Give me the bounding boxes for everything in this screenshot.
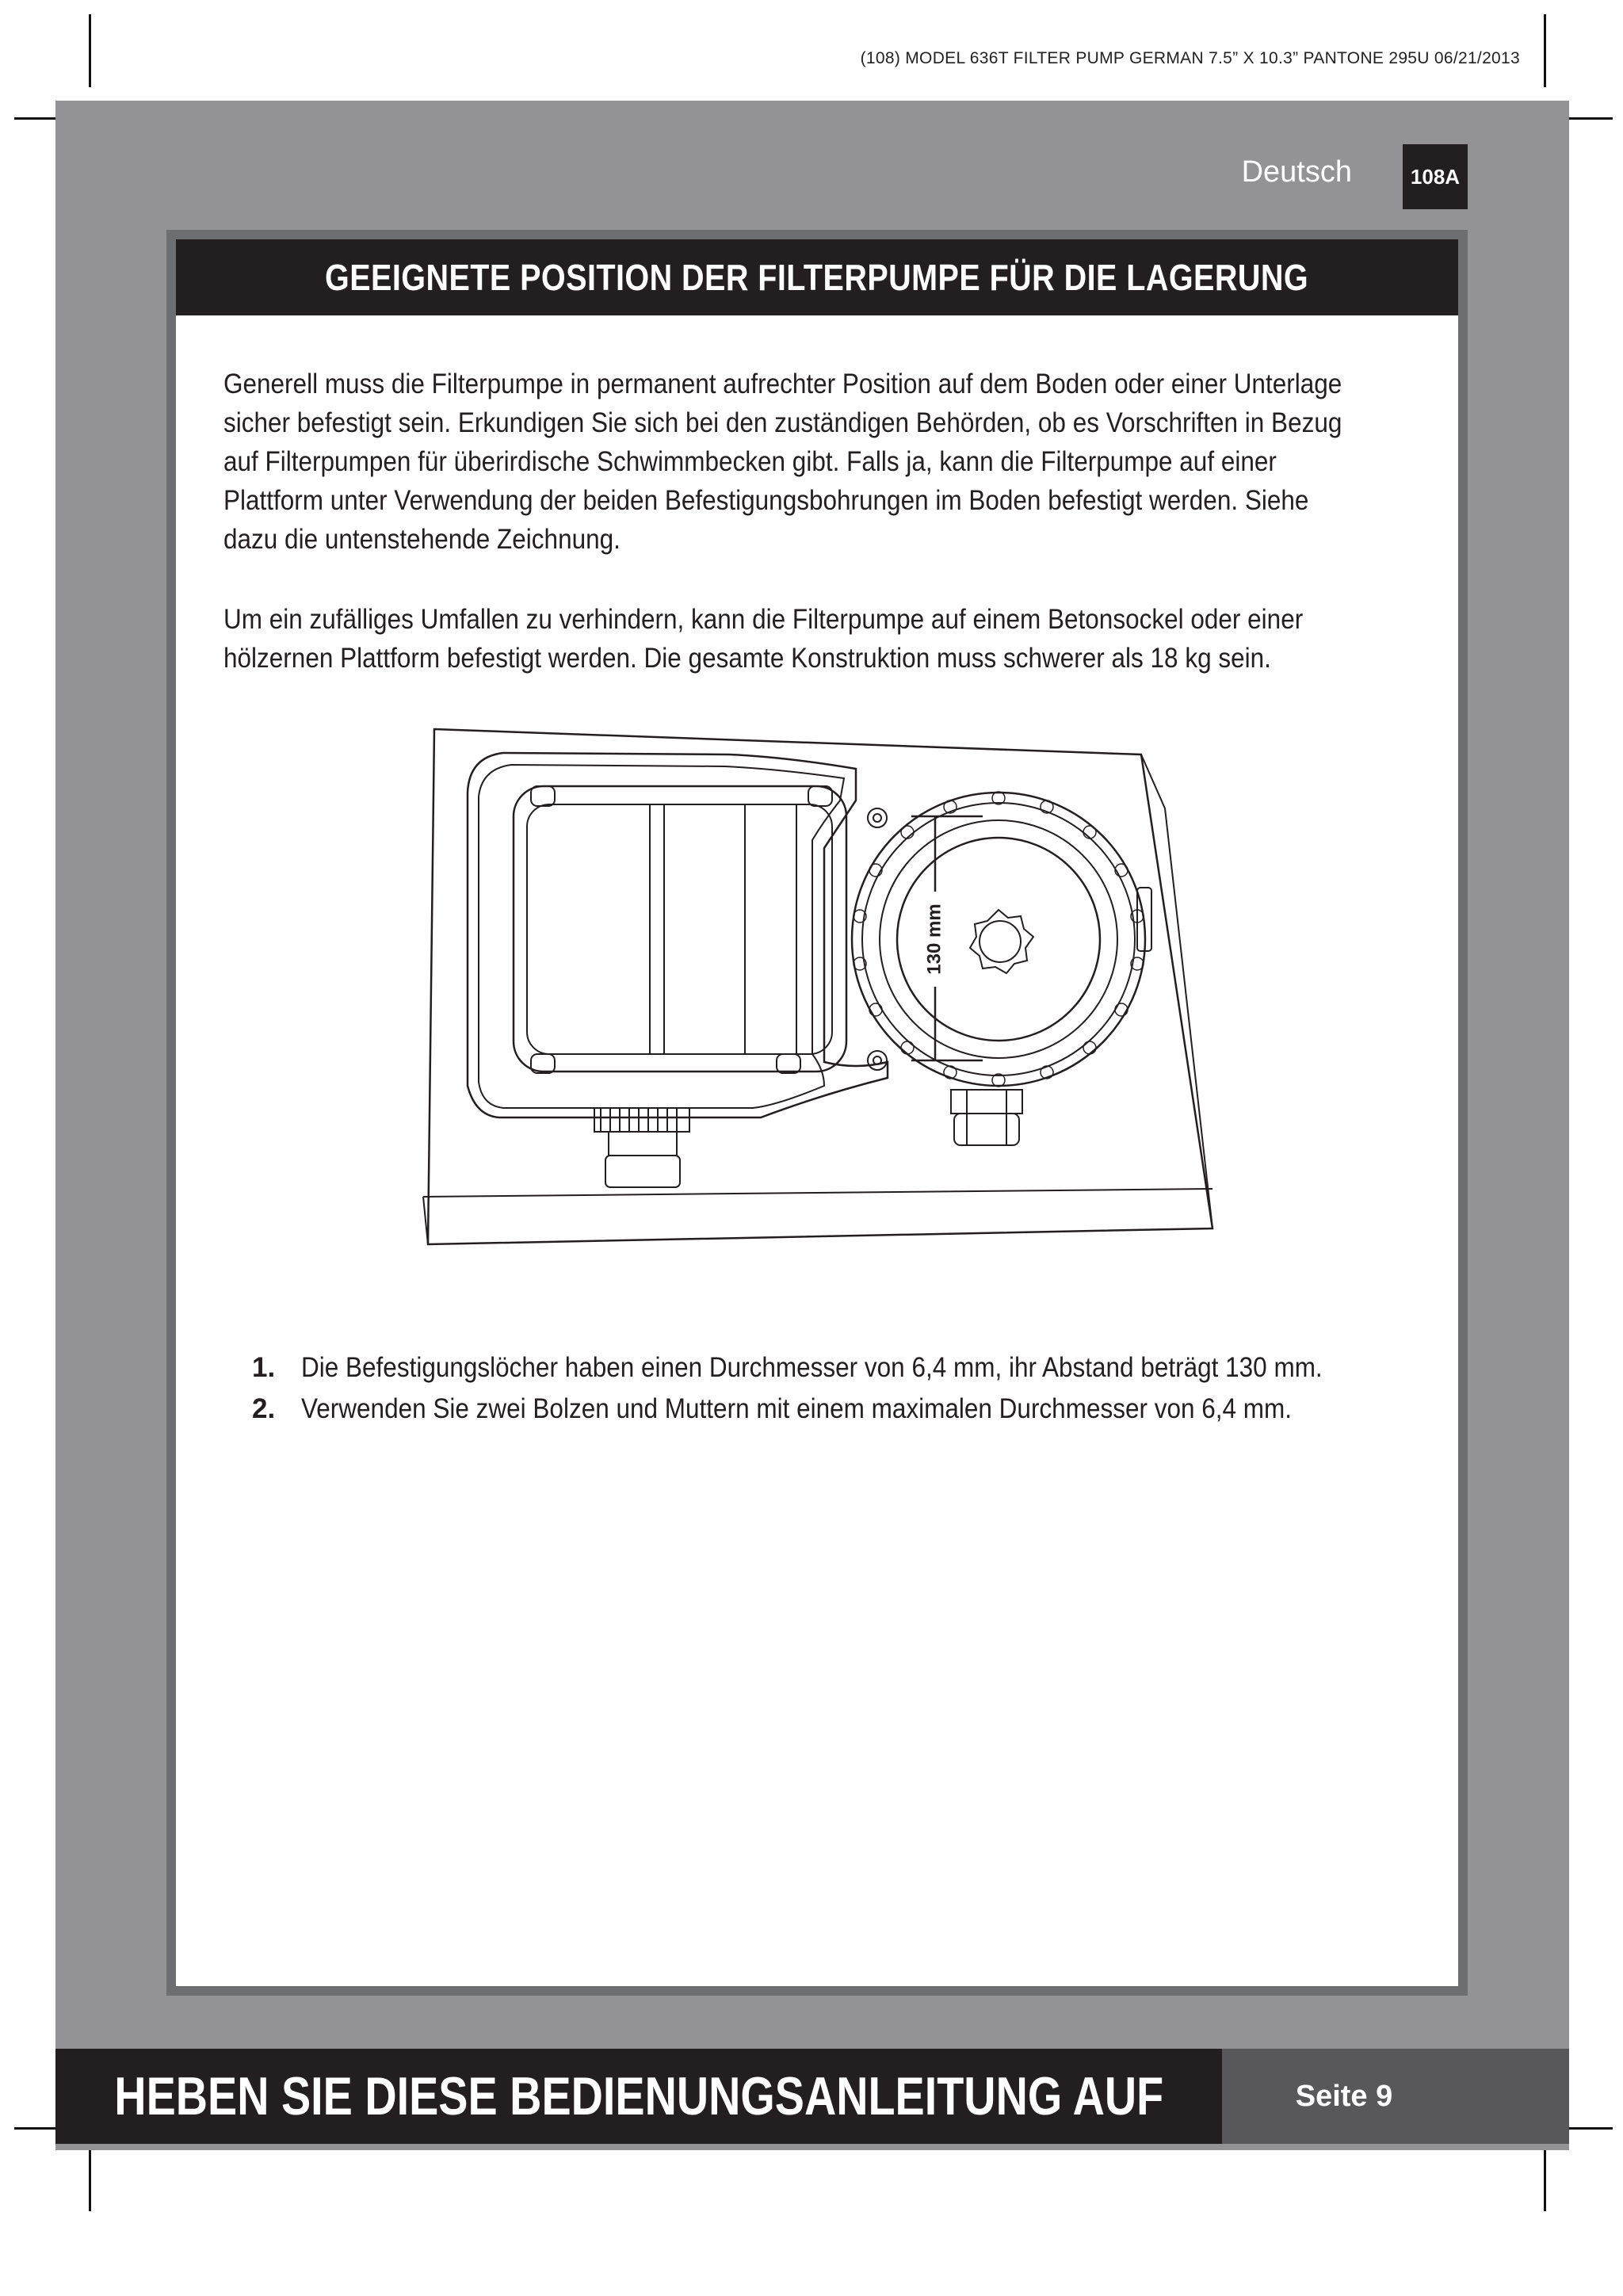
list-item	[252, 1347, 1441, 1389]
paragraph-line: Generell muss die Filterpumpe in permanent aufrechter Position auf dem Boden oder einer Unterlage	[223, 369, 1342, 399]
dimension-label: 130 mm	[923, 904, 945, 975]
paragraph-2	[223, 600, 1428, 678]
paragraph-1	[223, 365, 1428, 559]
section-title-text: GEEIGNETE POSITION DER FILTERPUMPE FÜR DIE LAGERUNG	[325, 257, 1309, 298]
filter-housing-outer	[852, 793, 1145, 1086]
crop-mark	[1544, 2148, 1546, 2211]
mounting-hole	[868, 808, 887, 827]
language-label: Deutsch	[1241, 155, 1352, 189]
list-item-text: Verwenden Sie zwei Bolzen und Muttern mit einem maximalen Durchmesser von 6,4 mm.	[301, 1393, 1293, 1424]
paragraph-line: dazu die untenstehende Zeichnung.	[223, 524, 621, 555]
instruction-list	[252, 1347, 1441, 1430]
list-item-text: Die Befestigungslöcher haben einen Durchmesser von 6,4 mm, ihr Abstand beträgt 130 mm.	[301, 1352, 1323, 1383]
paragraph-line: Um ein zufälliges Umfallen zu verhindern, kann die Filterpumpe auf einem Betonsockel oder einer	[223, 604, 1304, 635]
crop-mark	[89, 14, 91, 87]
list-item-number: 2.	[252, 1393, 276, 1424]
platform-front-edge	[423, 1197, 428, 1244]
page-code-badge: 108A	[1403, 144, 1468, 209]
crop-mark	[89, 2148, 91, 2211]
inlet-port	[594, 1108, 689, 1187]
paragraph-line: sicher befestigt sein. Erkundigen Sie sich bei den zuständigen Behörden, ob es Vorschriften in Bezug	[223, 407, 1342, 438]
pump-mounting-diagram	[412, 721, 1228, 1260]
list-item	[252, 1389, 1441, 1430]
paragraph-line: auf Filterpumpen für überirdische Schwimmbecken gibt. Falls ja, kann die Filterpumpe auf einer	[223, 446, 1277, 477]
list-item-number: 1.	[252, 1352, 276, 1383]
footer-notice	[55, 2049, 1222, 2144]
paragraph-line: Plattform unter Verwendung der beiden Befestigungsbohrungen im Boden befestigt werden. Siehe	[223, 485, 1309, 516]
print-info: (108) MODEL 636T FILTER PUMP GERMAN 7.5” X 10.3” PANTONE 295U 06/21/2013	[860, 49, 1520, 67]
section-title	[176, 239, 1458, 315]
mounting-hole	[868, 1051, 887, 1070]
footer-page	[1222, 2049, 1569, 2144]
footer-notice-text: HEBEN SIE DIESE BEDIENUNGSANLEITUNG AUF	[114, 2066, 1163, 2126]
outlet-port	[951, 1090, 1022, 1145]
page-number: Seite 9	[1295, 2079, 1393, 2113]
paragraph-line: hölzernen Plattform befestigt werden. Die gesamte Konstruktion muss schwerer als 18 kg sein.	[223, 643, 1271, 674]
crop-mark	[1544, 14, 1546, 87]
